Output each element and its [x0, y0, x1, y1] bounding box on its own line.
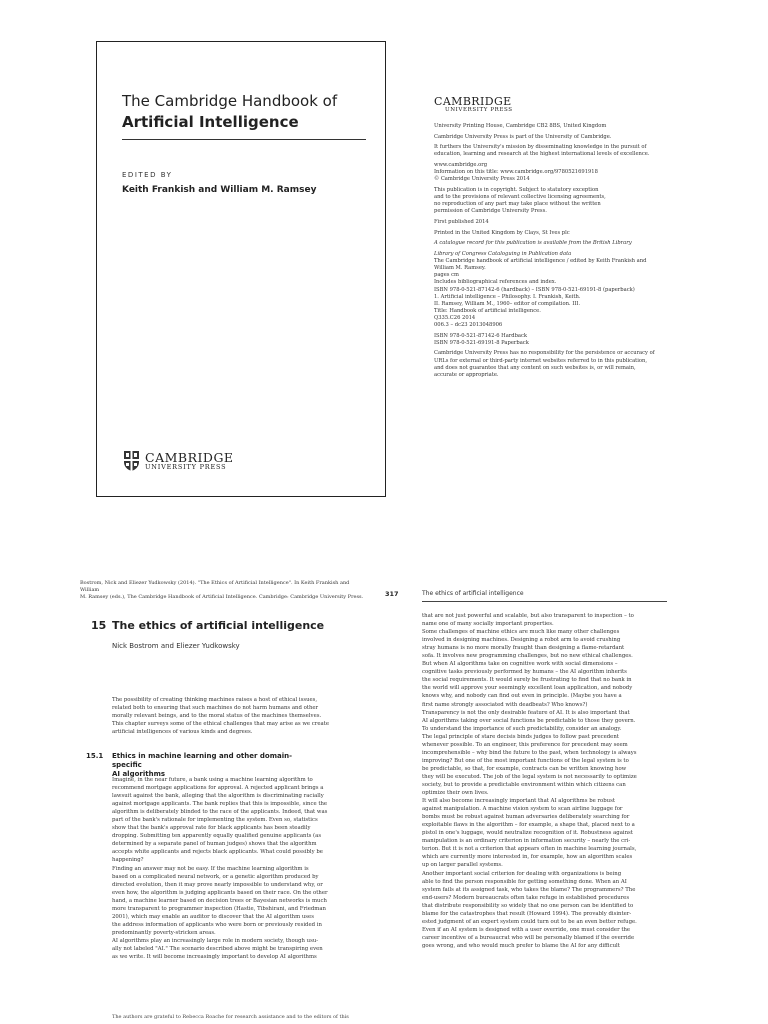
text-line: But when AI algorithms take on cognitive work with social dimensions –: [422, 661, 618, 668]
copyright-line: 006.3 – dc23 2013048906: [434, 322, 503, 328]
copyright-line: A catalogue record for this publication is available from the British Library: [434, 240, 632, 247]
copyright-line: accurate or appropriate.: [434, 371, 499, 378]
text-line: society, but to provide a predictable environment within which citizens can: [422, 781, 626, 788]
copyright-line: ISBN 978-0-521-69191-8 Paperback: [434, 339, 529, 346]
copyright-line: ISBN 978-0-521-87142-6 Hardback: [434, 332, 528, 339]
book-title-line2: Artificial Intelligence: [122, 113, 299, 131]
copyright-page: [434, 96, 696, 382]
book-title-line1: The Cambridge Handbook of: [122, 92, 338, 110]
copyright-line: no reproduction of any part may take place without the written: [434, 201, 601, 208]
copyright-paragraph: [434, 240, 696, 247]
edited-by-label: EDITED BY: [122, 171, 173, 179]
copyright-paragraph: [434, 333, 696, 347]
copyright-line: It furthers the University's mission by disseminating knowledge in the pursuit of: [434, 144, 647, 151]
text-line: which are currently more interested in, for example, how an algorithm scales: [422, 854, 633, 861]
copyright-line: URLs for external or third-party internet websites referred to in this publication,: [434, 357, 648, 364]
text-line: Finding an answer may not be easy. If the machine learning algorithm is: [112, 865, 309, 872]
text-line: The legal principle of stare decisis binds judges to follow past precedent: [422, 733, 619, 740]
copyright-line: and to the provisions of relevant collective licensing agreements,: [434, 194, 606, 201]
text-line: recommend mortgage applications for approval. A rejected applicant brings a: [112, 785, 324, 792]
chapter-title: The ethics of artificial intelligence: [112, 619, 325, 632]
text-line: involved in designing machines. Designing a robot arm to avoid crushing: [422, 637, 621, 644]
copyright-line: First published 2014: [434, 219, 489, 225]
text-line: optimize their own lives.: [422, 790, 489, 797]
text-line: the world will approve your seemingly excellent loan application, and nobody: [422, 685, 633, 692]
text-line: whenever possible. To an engineer, this preference for precedent may seem: [422, 741, 628, 748]
page-number: 317: [385, 590, 399, 598]
citation-line: M. Ramsey (eds.), The Cambridge Handbook of Artificial Intelligence. Cambridge: Cambridge University Press.: [80, 594, 364, 600]
copyright-line: permission of Cambridge University Press.: [434, 208, 547, 215]
text-line: Another important social criterion for dealing with organizations is being: [422, 870, 622, 877]
text-line: show that the bank's approval rate for black applicants has been steadily: [112, 825, 311, 832]
title-page: [96, 41, 386, 497]
section-number: 15.1: [86, 752, 104, 760]
text-line: related both to ensuring that such machines do not harm humans and other: [112, 705, 319, 712]
copyright-paragraph: [434, 251, 696, 329]
text-line: against manipulation. A machine vision system to scan airline luggage for: [422, 806, 623, 813]
text-line: dropping. Submitting ten apparently equally qualified genuine applicants (as: [112, 833, 322, 840]
text-line: based on a complicated neural network, or a genetic algorithm produced by: [112, 873, 319, 880]
text-line: To understand the importance of such predictability, consider an analogy.: [422, 725, 622, 732]
text-line: determined by a separate panel of human judges) shows that the algorithm: [112, 841, 317, 848]
copyright-line: and does not guarantee that any content on such websites is, or will remain,: [434, 364, 636, 371]
copyright-paragraph: [434, 144, 696, 158]
text-line: up on larger parallel systems.: [422, 862, 503, 869]
text-line: name one of many socially important properties.: [422, 621, 554, 628]
text-line: as we write. It will become increasingly important to develop AI algorithms: [112, 954, 317, 961]
text-line: manipulation is an ordinary criterion in information security – nearly the cri-: [422, 838, 631, 845]
copyright-paragraph: [434, 123, 696, 130]
publisher-logo-name: CAMBRIDGE: [145, 450, 234, 465]
text-line: 2001), which may enable an auditor to discover that the AI algorithm uses: [112, 913, 314, 920]
header-rule: [422, 601, 667, 602]
text-line: pistol in one's luggage, would neutralize recognition of it. Robustness against: [422, 830, 633, 837]
footnote: The authors are grateful to Rebecca Roache for research assistance and to the editors of this: [112, 1014, 349, 1020]
citation-line: Bostrom, Nick and Eliezer Yudkowsky (2014). "The Ethics of Artificial Intelligence". In Keith Frankish and William: [80, 580, 350, 593]
text-line: end-users? Modern bureaucrats often take refuge in established procedures: [422, 894, 630, 901]
publisher-logo-subname: UNIVERSITY PRESS: [145, 463, 227, 471]
section-title-line: Ethics in machine learning and other domain-specific: [112, 752, 292, 769]
text-line: The possibility of creating thinking machines raises a host of ethical issues,: [112, 697, 318, 703]
text-line: predominantly poverty-stricken areas.: [112, 929, 216, 936]
copyright-line: The Cambridge handbook of artificial intelligence / edited by Keith Frankish and: [434, 258, 647, 265]
right-column-body: [422, 612, 667, 950]
text-line: ally not labeled "AI." The scenario described above might be transpiring even: [112, 945, 323, 952]
copyright-line: II. Ramsey, William M., 1960– editor of compilation. III.: [434, 300, 581, 307]
copyright-paragraph: [434, 187, 696, 215]
text-line: be predictable, so that, for example, contracts can be written knowing how: [422, 765, 627, 772]
left-column-body: [112, 776, 359, 961]
text-line: part of the bank's rationale for implementing the system. Even so, statistics: [112, 817, 318, 824]
chapter-number: 15: [91, 619, 107, 632]
text-line: Some challenges of machine ethics are much like many other challenges: [422, 629, 620, 636]
copyright-line: William M. Ramsey.: [434, 265, 486, 272]
copyright-line: pages cm: [434, 272, 459, 279]
copyright-line: Cambridge University Press is part of the University of Cambridge.: [434, 133, 612, 140]
text-line: they will be executed. The job of the legal system is not necessarily to optimize: [422, 773, 637, 780]
text-line: exploitable flaws in the algorithm – for example, a shape that, placed next to a: [422, 822, 635, 829]
text-line: artificial intelligences of various kinds and degrees.: [112, 729, 253, 736]
copyright-line: Information on this title: www.cambridge.org/9780521691918: [434, 169, 598, 176]
text-line: against mortgage applicants. The bank replies that this is impossible, since the: [112, 801, 328, 808]
chapter-authors: Nick Bostrom and Eliezer Yudkowsky: [112, 642, 240, 650]
text-line: algorithm is deliberately blinded to the race of the applicants. Indeed, that was: [112, 809, 328, 816]
text-line: Imagine, in the near future, a bank using a machine learning algorithm to: [112, 777, 313, 783]
text-line: It will also become increasingly important that AI algorithms be robust: [422, 798, 615, 805]
copyright-line: ISBN 978-0-521-87142-6 (hardback) – ISBN 978-0-521-69191-8 (paperback): [434, 286, 635, 293]
text-line: the address information of applicants who were born or previously resided in: [112, 921, 322, 928]
text-line: goes wrong, and who would much prefer to blame the AI for any difficult: [422, 942, 620, 949]
text-line: incomprehensible – why bind the future to the past, when technology is always: [422, 749, 637, 756]
text-line: bombs must be robust against human adversaries deliberately searching for: [422, 814, 630, 821]
text-line: the social requirements. It would surely be frustrating to find that no bank in: [422, 677, 632, 684]
cambridge-shield-icon: [123, 450, 140, 472]
copyright-line: Library of Congress Cataloguing in Publication data: [434, 251, 572, 258]
text-line: AI algorithms play an increasingly large role in modern society, though usu-: [112, 937, 319, 944]
copyright-brand-sub: UNIVERSITY PRESS: [445, 107, 513, 113]
copyright-line: Q335.C26 2014: [434, 314, 476, 321]
text-line: hand, a machine learner based on decision trees or Bayesian networks is much: [112, 897, 327, 904]
text-line: cognitive tasks previously performed by humans – the AI algorithm inherits: [422, 669, 627, 676]
text-line: lawsuit against the bank, alleging that the algorithm is discriminating racially: [112, 793, 324, 800]
text-line: directed evolution, then it may prove nearly impossible to understand why, or: [112, 881, 323, 888]
copyright-line: Printed in the United Kingdom by Clays, St Ives plc: [434, 229, 570, 236]
text-line: system fails at its assigned task, who takes the blame? The programmers? The: [422, 886, 636, 893]
copyright-paragraph: [434, 230, 696, 237]
copyright-brand: CAMBRIDGE: [434, 95, 512, 108]
text-line: that distribute responsibility so widely that no one person can be identified to: [422, 902, 634, 909]
text-line: This chapter surveys some of the ethical challenges that may arise as we create: [112, 721, 329, 728]
text-line: improving? But one of the most important functions of the legal system is to: [422, 757, 629, 764]
text-line: morally relevant beings, and to the moral status of the machines themselves.: [112, 713, 322, 720]
copyright-paragraphs: [434, 123, 696, 379]
text-line: career incentive of a bureaucrat who will be personally blamed if the override: [422, 934, 635, 941]
copyright-paragraph: [434, 350, 696, 378]
copyright-line: education, learning and research at the highest international levels of excellence.: [434, 151, 650, 158]
copyright-paragraph: [434, 162, 696, 183]
text-line: sofa. It involves new programming challenges, but no new ethical challenges.: [422, 653, 633, 660]
text-line: first name strongly associated with deadbeats? Who knows?): [422, 701, 588, 708]
text-line: terion. But it is not a criterion that appears often in machine learning journals,: [422, 846, 637, 853]
text-line: blame for the catastrophes that result (Howard 1994). The provably disinter-: [422, 910, 632, 917]
copyright-line: www.cambridge.org: [434, 162, 488, 169]
text-line: even how, the algorithm is judging applicants based on their race. On the other: [112, 889, 328, 896]
text-line: more transparent to programmer inspection (Hastie, Tibshirani, and Friedman: [112, 905, 326, 912]
text-line: Transparency is not the only desirable feature of AI. It is also important that: [422, 709, 630, 716]
running-head: The ethics of artificial intelligence: [422, 590, 524, 597]
copyright-line: University Printing House, Cambridge CB2 8BS, United Kingdom: [434, 123, 607, 129]
copyright-paragraph: [434, 219, 696, 226]
section-title-line: AI algorithms: [112, 770, 166, 778]
copyright-line: © Cambridge University Press 2014: [434, 176, 530, 183]
text-line: AI algorithms taking over social functions be predictable to those they govern.: [422, 717, 636, 724]
editors-names: Keith Frankish and William M. Ramsey: [122, 185, 317, 195]
text-line: able to find the person responsible for getting something done. When an AI: [422, 878, 627, 885]
title-divider: [122, 139, 366, 140]
text-line: ested judgment of an expert system could turn out to be an even better refuge.: [422, 918, 637, 925]
text-line: knows why, and nobody can find out even in principle. (Maybe you have a: [422, 693, 622, 700]
section-title: [112, 752, 312, 779]
copyright-line: Title: Handbook of artificial intelligence.: [434, 307, 541, 314]
citation-note: [80, 580, 365, 601]
copyright-line: This publication is in copyright. Subject to statutory exception: [434, 187, 599, 194]
text-line: that are not just powerful and scalable, but also transparent to inspection – to: [422, 613, 634, 619]
text-line: happening?: [112, 857, 144, 864]
copyright-line: Cambridge University Press has no responsibility for the persistence or accuracy of: [434, 350, 655, 357]
chapter-abstract: [112, 696, 357, 736]
text-line: stray humans is no more morally fraught than designing a flame-retardant: [422, 645, 625, 652]
copyright-line: 1. Artificial intelligence – Philosophy. I. Frankish, Keith.: [434, 293, 581, 300]
text-line: accepts white applicants and rejects black applicants. What could possibly be: [112, 849, 323, 856]
text-line: Even if an AI system is designed with a user override, one must consider the: [422, 926, 631, 933]
copyright-paragraph: [434, 134, 696, 141]
copyright-line: Includes bibliographical references and index.: [434, 279, 557, 286]
